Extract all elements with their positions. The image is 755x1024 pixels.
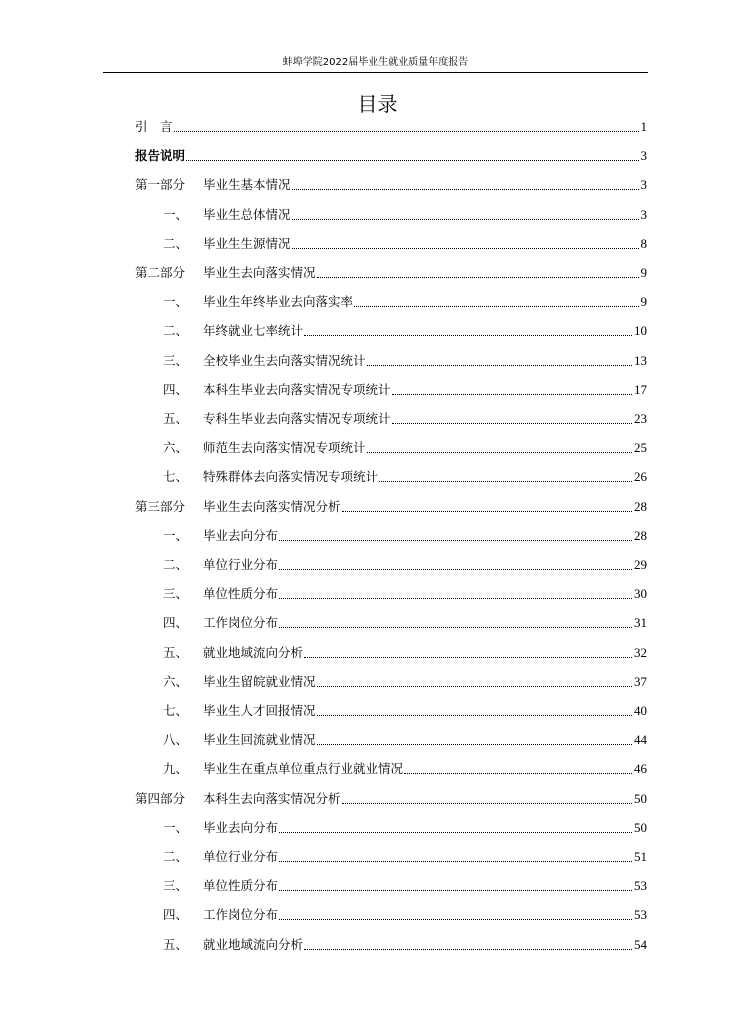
toc-entry[interactable]: [163, 528, 647, 544]
toc-dot-leader: [292, 219, 639, 220]
toc-entry-page-number: 23: [634, 411, 647, 426]
toc-entry-page-number: 25: [634, 440, 647, 455]
page-header: [103, 56, 648, 73]
toc-title: 目录: [357, 92, 398, 116]
toc-entry[interactable]: [163, 820, 647, 836]
toc-entry-label: 单位行业分布: [203, 557, 279, 572]
toc-entry[interactable]: [163, 382, 647, 398]
toc-entry-page-number: 9: [640, 265, 647, 280]
toc-entry-label: 毕业生去向落实情况: [203, 265, 316, 280]
toc-entry-number: 第四部分: [135, 791, 186, 806]
toc-entry-number: 一、: [163, 528, 189, 543]
toc-entry-page-number: 53: [634, 878, 647, 893]
toc-entry-number: 三、: [163, 586, 189, 601]
toc-entry-page-number: 30: [634, 586, 647, 601]
toc-dot-leader: [392, 423, 632, 424]
toc-entry-label: 毕业生去向落实情况分析: [203, 499, 341, 514]
toc-entry[interactable]: [135, 177, 647, 193]
toc-dot-leader: [279, 919, 632, 920]
toc-entry-label: 本科生毕业去向落实情况专项统计: [203, 382, 391, 397]
toc-dot-leader: [379, 481, 632, 482]
toc-entry[interactable]: [163, 703, 647, 719]
toc-entry-label: 毕业生总体情况: [203, 207, 291, 222]
toc-dot-leader: [404, 773, 632, 774]
toc-dot-leader: [304, 949, 632, 950]
toc-entry-label: 毕业生在重点单位重点行业就业情况: [203, 761, 404, 776]
toc-entry-label: 本科生去向落实情况分析: [203, 791, 341, 806]
toc-entry-label: 毕业生回流就业情况: [203, 732, 316, 747]
toc-entry-page-number: 13: [634, 353, 647, 368]
toc-entry[interactable]: [163, 674, 647, 690]
toc-dot-leader: [279, 890, 632, 891]
toc-entry-label: 特殊群体去向落实情况专项统计: [203, 469, 379, 484]
toc-entry-number: 四、: [163, 382, 189, 397]
toc-entry-page-number: 29: [634, 557, 647, 572]
toc-entry-number: 第一部分: [135, 177, 186, 192]
toc-entry[interactable]: [163, 323, 647, 339]
toc-dot-leader: [354, 306, 638, 307]
toc-entry[interactable]: [135, 119, 647, 135]
toc-entry-number: 七、: [163, 469, 189, 484]
toc-entry-number: 五、: [163, 411, 189, 426]
toc-entry-label: 毕业生留皖就业情况: [203, 674, 316, 689]
toc-entry-label: 就业地域流向分析: [203, 645, 304, 660]
toc-entry-page-number: 51: [634, 849, 647, 864]
toc-entry-label: 报告说明: [135, 148, 186, 163]
toc-entry-page-number: 17: [634, 382, 647, 397]
toc-entry-number: 六、: [163, 440, 189, 455]
toc-entry-page-number: 3: [640, 148, 647, 163]
toc-entry-label: 引 言: [135, 119, 173, 134]
toc-entry[interactable]: [163, 469, 647, 485]
toc-dot-leader: [279, 861, 632, 862]
toc-entry-page-number: 3: [640, 207, 647, 222]
toc-entry-number: 六、: [163, 674, 189, 689]
toc-entry-page-number: 53: [634, 907, 647, 922]
toc-entry[interactable]: [163, 615, 647, 631]
toc-entry-page-number: 31: [634, 615, 647, 630]
toc-entry-label: 就业地域流向分析: [203, 937, 304, 952]
toc-entry-page-number: 50: [634, 791, 647, 806]
toc-dot-leader: [317, 744, 632, 745]
toc-entry-label: 毕业生生源情况: [203, 236, 291, 251]
toc-dot-leader: [342, 803, 632, 804]
toc-dot-leader: [304, 657, 632, 658]
toc-entry[interactable]: [135, 148, 647, 164]
toc-entry-number: 二、: [163, 323, 189, 338]
toc-dot-leader: [342, 511, 632, 512]
toc-entry-page-number: 46: [634, 761, 647, 776]
toc-entry-page-number: 32: [634, 645, 647, 660]
toc-entry-page-number: 26: [634, 469, 647, 484]
toc-entry-label: 单位行业分布: [203, 849, 279, 864]
toc-dot-leader: [317, 715, 632, 716]
toc-entry-label: 毕业生人才回报情况: [203, 703, 316, 718]
toc-entry[interactable]: [163, 557, 647, 573]
toc-entry-label: 毕业生基本情况: [203, 177, 291, 192]
toc-entry[interactable]: [135, 265, 647, 281]
toc-entry-label: 单位性质分布: [203, 586, 279, 601]
toc-entry-label: 师范生去向落实情况专项统计: [203, 440, 366, 455]
toc-entry-number: 八、: [163, 732, 189, 747]
toc-entry-number: 二、: [163, 236, 189, 251]
toc-entry-number: 五、: [163, 937, 189, 952]
toc-entry-page-number: 1: [640, 119, 647, 134]
toc-entry[interactable]: [163, 294, 647, 310]
toc-dot-leader: [292, 189, 639, 190]
toc-entry[interactable]: [163, 207, 647, 223]
toc-dot-leader: [304, 335, 632, 336]
toc-entry-page-number: 44: [634, 732, 647, 747]
toc-dot-leader: [392, 394, 632, 395]
toc-entry-label: 专科生毕业去向落实情况专项统计: [203, 411, 391, 426]
toc-entry[interactable]: [163, 645, 647, 661]
toc-entry[interactable]: [135, 499, 647, 515]
toc-entry-number: 一、: [163, 820, 189, 835]
toc-dot-leader: [317, 686, 632, 687]
toc-entry-page-number: 28: [634, 499, 647, 514]
toc-entry-page-number: 37: [634, 674, 647, 689]
toc-entry-number: 七、: [163, 703, 189, 718]
toc-dot-leader: [292, 248, 639, 249]
toc-entry-label: 工作岗位分布: [203, 615, 279, 630]
toc-entry-page-number: 3: [640, 177, 647, 192]
toc-entry[interactable]: [163, 937, 647, 953]
toc-entry-number: 一、: [163, 294, 189, 309]
toc-entry-number: 五、: [163, 645, 189, 660]
toc-entry-label: 全校毕业生去向落实情况统计: [203, 353, 366, 368]
toc-entry-number: 四、: [163, 615, 189, 630]
toc-entry-number: 一、: [163, 207, 189, 222]
toc-entry-number: 第三部分: [135, 499, 186, 514]
toc-dot-leader: [279, 569, 632, 570]
toc-entry[interactable]: [163, 878, 647, 894]
toc-entry[interactable]: [163, 236, 647, 252]
toc-entry[interactable]: [163, 907, 647, 923]
toc-entry-page-number: 54: [634, 937, 647, 952]
toc-dot-leader: [317, 277, 639, 278]
toc-entry[interactable]: [163, 732, 647, 748]
toc-entry[interactable]: [163, 411, 647, 427]
toc-entry-label: 毕业生年终毕业去向落实率: [203, 294, 354, 309]
toc-entry-label: 年终就业七率统计: [203, 323, 304, 338]
toc-entry-number: 三、: [163, 878, 189, 893]
toc-entry-page-number: 50: [634, 820, 647, 835]
toc-entry-label: 毕业去向分布: [203, 820, 279, 835]
toc-entry-page-number: 40: [634, 703, 647, 718]
toc-entry-page-number: 9: [640, 294, 647, 309]
toc-entry[interactable]: [163, 586, 647, 602]
toc-entry[interactable]: [163, 761, 647, 777]
header-text: 蚌埠学院2022届毕业生就业质量年度报告: [282, 57, 469, 68]
toc-entry[interactable]: [163, 849, 647, 865]
toc-entry-page-number: 28: [634, 528, 647, 543]
toc-entry-number: 二、: [163, 557, 189, 572]
toc-entry-number: 二、: [163, 849, 189, 864]
toc-entry-number: 四、: [163, 907, 189, 922]
toc-entry-number: 第二部分: [135, 265, 186, 280]
toc-entry-label: 工作岗位分布: [203, 907, 279, 922]
toc-entry[interactable]: [135, 791, 647, 807]
toc-entry-label: 毕业去向分布: [203, 528, 279, 543]
toc-entry-page-number: 8: [640, 236, 647, 251]
toc-dot-leader: [279, 540, 632, 541]
toc-dot-leader: [367, 452, 632, 453]
toc-dot-leader: [279, 627, 632, 628]
toc-dot-leader: [367, 365, 632, 366]
toc-entry-label: 单位性质分布: [203, 878, 279, 893]
toc-dot-leader: [186, 160, 638, 161]
toc-entry[interactable]: [163, 353, 647, 369]
toc-dot-leader: [279, 598, 632, 599]
toc-entry[interactable]: [163, 440, 647, 456]
toc-entry-page-number: 10: [634, 323, 647, 338]
toc-dot-leader: [279, 832, 632, 833]
toc-entry-number: 三、: [163, 353, 189, 368]
toc-dot-leader: [174, 131, 639, 132]
toc-entry-number: 九、: [163, 761, 189, 776]
